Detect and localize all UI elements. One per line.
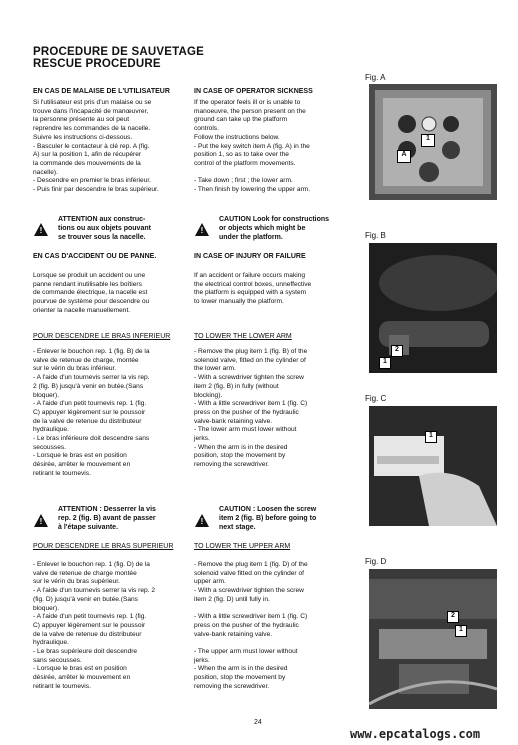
text-line: - When the arm is in the desired [194,443,288,451]
text-line: tions ou aux objets pouvant [58,224,151,232]
text-line: - Enlever le bouchon rep. 1 (fig. B) de la [33,348,150,355]
fig-b-label: Fig. B [365,231,386,240]
text-line: valve de retenue de charge, montée [33,356,139,364]
text-line: ATTENTION aux construc- [58,216,146,223]
fig-d-photo [369,569,497,709]
fig-b-callout-1: 1 [379,357,391,369]
en-injury-text [194,272,344,307]
text-line: (fig. D) jusqu'à venir en butée.(Sans [33,595,138,603]
fr-warning-loosen [58,506,156,532]
fr-sickness-text [33,99,183,195]
fig-a-photo [369,84,497,200]
text-line [194,605,344,614]
text-line: position, stop the movement by [194,674,286,682]
text-line: jerks. [194,435,210,443]
text-line [194,169,344,178]
text-line: manoeuvre, the person present on the [194,107,306,115]
text-line: Si l'utilisateur est pris d'un malaise ou se [33,99,152,106]
watermark-url: www.epcatalogs.com [350,727,481,741]
page-subtitle: RESCUE PROCEDURE [33,58,161,70]
text-line: désirée, arrêter le mouvement en [33,674,131,682]
en-upper-arm-text [194,561,344,692]
text-line: solenoid valve, fitted on the cylinder of [194,356,306,364]
text-line: removing the screwdriver. [194,682,270,690]
text-line: the electrical control boxes, unneffective [194,280,312,288]
text-line: valve de retenue de charge montée [33,569,137,577]
text-line: - The lower arm must lower without [194,426,297,434]
fig-b-callout-2: 2 [391,345,403,357]
fig-d-callout-1: 1 [455,625,467,637]
text-line: - Le bras inférieure doit descendre sans [33,435,150,443]
fig-b-photo [369,243,497,373]
text-line: 2 (fig. B) jusqu'à venir en butée.(Sans [33,382,144,390]
text-line: - Remove the plug item 1 (fig. D) of the [194,561,308,568]
text-line: item 2 (fig. D) until fully in. [194,595,270,603]
text-line: upper arm. [194,578,226,586]
text-line: CAUTION : Loosen the screw [219,506,317,513]
text-line: - Lorsque le bras est en position [33,665,127,673]
text-line: C) appuyer légèrement sur le poussoir [33,408,146,416]
fig-a-callout-a: A [397,150,411,163]
en-warning-loosen [219,506,316,532]
text-line: - Enlever le bouchon rep. 1 (fig. D) de la [33,561,150,568]
fr-accident-text [33,272,183,316]
text-line: solenoid valve fitted on the cylinder of [194,569,304,577]
text-line: - Remove the plug item 1 (fig. B) of the [194,348,308,355]
text-line: - Basculer le contacteur à clé rep. A (fig. [33,142,150,150]
en-warning-platform [219,216,329,242]
text-line: bloquer). [33,391,60,399]
text-line: à l'étape suivante. [58,523,119,531]
text-line [194,639,344,648]
text-line: secousses. [33,443,66,451]
fig-c-photo [369,406,497,526]
text-line: next stage. [219,523,256,531]
text-line: reprendre les commandes de la nacelle. [33,125,151,133]
text-line: la commande des mouvements de la [33,159,141,167]
text-line: sur le vérin du bras supérieur. [33,578,120,586]
text-line: - Le bras supérieure doit descendre [33,648,138,656]
text-line: - When the arm is in the desired [194,665,288,673]
text-line: nacelle). [33,168,58,176]
text-line: - Puis finir par descendre le bras supérieur. [33,186,159,194]
text-line: removing the screwdriver. [194,461,270,469]
text-line: trouve dans l'incapacité de manœuvrer, [33,107,149,115]
text-line: C) appuyer légèrement sur le poussoir [33,621,146,629]
en-heading-sickness: IN CASE OF OPERATOR SICKNESS [194,88,313,95]
text-line: de la valve de retenue du distributeur [33,630,142,638]
en-heading-injury: IN CASE OF INJURY OR FAILURE [194,253,306,260]
text-line: A) sur la position 1, afin de récupérer [33,151,142,159]
page-number: 24 [254,719,262,726]
text-line: - Then finish by lowering the upper arm. [194,186,311,194]
text-line: se trouver sous la nacelle. [58,233,146,241]
text-line: valve-bank retaining valve. [194,630,273,638]
fig-c-label: Fig. C [365,394,387,403]
text-line: - A l'aide d'un petit tournevis rep. 1 (fig. [33,400,147,408]
text-line: blocking). [194,391,223,399]
text-line: la personne présente au sol peut [33,116,130,124]
fr-upper-arm-text [33,561,183,692]
text-line: sans secousses. [33,656,82,664]
text-line: press on the pusher of the hydraulic [194,408,299,416]
text-line: hydraulique. [33,639,69,647]
text-line: hydraulique. [33,426,69,434]
en-heading-upper-arm: TO LOWER THE UPPER ARM [194,543,291,550]
en-sickness-text [194,99,344,195]
text-line: - A l'aide d'un tournevis serrer la vis rep. 2 [33,587,155,595]
text-line: désirée, arrêter le mouvement en [33,461,131,469]
fig-a-callout-1: 1 [421,134,435,147]
text-line: de commande électrique, la nacelle est [33,289,148,297]
fig-c-callout-1: 1 [425,431,437,443]
warning-icon: ! [34,223,48,237]
text-line: to lower manually the platform. [194,298,284,306]
fr-heading-upper-arm: POUR DESCENDRE LE BRAS SUPERIEUR [33,543,174,550]
text-line: Follow the instructions below. [194,133,280,141]
text-line: press on the pusher of the hydraulic [194,621,299,629]
text-line: Lorsque se produit un accident ou une [33,272,146,279]
page-title: PROCEDURE DE SAUVETAGE [33,46,204,58]
text-line: ATTENTION : Desserrer la vis [58,506,156,513]
text-line: - With a little screwdriver item 1 (fig. C) [194,613,308,621]
text-line: panne rendant inutilisable les boîtiers [33,280,142,288]
text-line: retirant le tournevis. [33,469,91,477]
text-line: - The upper arm must lower without [194,648,298,656]
fig-a-label: Fig. A [365,73,386,82]
warning-icon: ! [195,223,209,237]
text-line: position 1, so as to take over the [194,151,289,159]
text-line: - A l'aide d'un petit tournevis rep. 1 (fig. [33,613,147,621]
text-line: sur le vérin du bras inférieur. [33,365,117,373]
text-line: controls. [194,125,219,133]
text-line: ground can take up the platform [194,116,288,124]
text-line: position, stop the movement by [194,452,286,460]
text-line: the platform is equipped with a system [194,289,307,297]
text-line: jerks. [194,656,210,664]
text-line: - Lorsque le bras est en position [33,452,127,460]
warning-icon: ! [34,514,48,528]
text-line: pourvue de système pour descendre ou [33,298,150,306]
fig-d-callout-2: 2 [447,611,459,623]
text-line: - Put the key switch item A (fig. A) in the [194,142,310,150]
fr-heading-accident: EN CAS D'ACCIDENT OU DE PANNE. [33,253,157,260]
text-line: de la valve de retenue du distributeur [33,417,142,425]
text-line: retirant le tournevis. [33,682,91,690]
text-line: CAUTION Look for constructions [219,216,330,223]
fr-heading-lower-arm: POUR DESCENDRE LE BRAS INFERIEUR [33,333,171,340]
text-line: If the operator feels ill or is unable to [194,99,301,106]
fig-d-label: Fig. D [365,557,387,566]
text-line: item 2 (fig. B) in fully (without [194,382,279,390]
text-line: under the platform. [219,233,283,241]
text-line: - Descendre en premier le bras inférieur. [33,177,152,185]
en-heading-lower-arm: TO LOWER THE LOWER ARM [194,333,292,340]
warning-icon: ! [195,514,209,528]
text-line: - A l'aide d'un tournevis serrer la vis rep. [33,374,150,382]
fr-warning-platform [58,216,151,242]
text-line: orienter la nacelle manuellement. [33,306,131,314]
text-line: bloquer). [33,604,60,612]
text-line: or objects which might be [219,224,306,232]
text-line: control of the platform movements. [194,159,296,167]
text-line: - With a screwdriver tighten the screw [194,374,304,382]
text-line: valve-bank retaining valve. [194,417,273,425]
text-line: - Take down ; first ; the lower arm. [194,177,293,185]
fr-heading-sickness: EN CAS DE MALAISE DE L'UTILISATEUR [33,88,170,95]
text-line: item 2 (fig. B) before going to [219,514,317,522]
text-line: Suivre les instructions ci-dessous. [33,133,133,141]
text-line: - With a little screwdriver item 1 (fig. C) [194,400,308,408]
text-line: the lower arm. [194,365,236,373]
text-line: If an accident or failure occurs making [194,272,306,279]
en-lower-arm-text [194,348,344,470]
text-line: - With a screwdriver tighten the screw [194,587,304,595]
text-line: rep. 2 (fig. B) avant de passer [58,514,156,522]
fr-lower-arm-text [33,348,183,479]
